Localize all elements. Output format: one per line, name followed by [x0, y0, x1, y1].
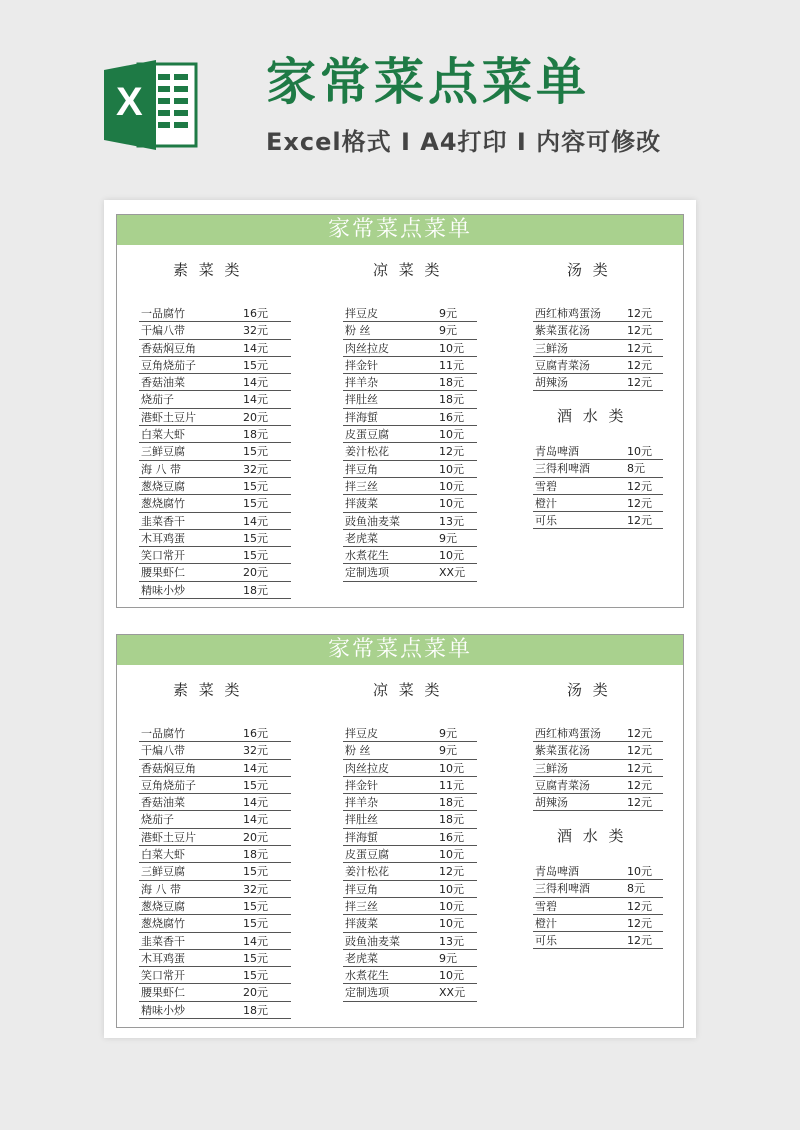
menu-item-name: 紫菜蛋花汤 — [535, 744, 590, 758]
menu-item-row — [139, 547, 291, 564]
item-list-drinks — [533, 863, 663, 949]
menu-item-row — [139, 881, 291, 898]
menu-item-row — [139, 811, 291, 828]
menu-item-price: 18元 — [243, 848, 268, 862]
item-list-cold — [343, 725, 477, 1002]
menu-item-name: 豆角烧茄子 — [141, 778, 196, 792]
menu-item-name: 三鲜豆腐 — [141, 865, 185, 879]
menu-item-row — [343, 478, 477, 495]
menu-item-price: 10元 — [439, 341, 464, 355]
menu-item-row — [343, 984, 477, 1001]
menu-item-row — [343, 915, 477, 932]
menu-item-row — [343, 547, 477, 564]
menu-item-row — [139, 426, 291, 443]
menu-item-name: 豆角烧茄子 — [141, 358, 196, 372]
menu-item-price: 15元 — [243, 549, 268, 563]
menu-item-price: 12元 — [627, 479, 652, 493]
menu-item-price: 12元 — [627, 514, 652, 528]
menu-item-price: 12元 — [439, 865, 464, 879]
menu-item-price: 8元 — [627, 462, 645, 476]
menu-item-row — [343, 426, 477, 443]
menu-item-name: 木耳鸡蛋 — [141, 531, 185, 545]
menu-item-name: 拌金针 — [345, 358, 378, 372]
menu-item-price: 15元 — [243, 497, 268, 511]
menu-item-price: 10元 — [439, 761, 464, 775]
menu-item-price: 10元 — [439, 497, 464, 511]
menu-item-price: XX元 — [439, 566, 466, 580]
menu-item-name: 皮蛋豆腐 — [345, 428, 389, 442]
menu-item-price: 9元 — [439, 727, 457, 740]
menu-item-price: 18元 — [439, 796, 464, 810]
menu-item-row — [343, 811, 477, 828]
menu-item-row — [139, 915, 291, 932]
menu-item-price: 16元 — [439, 410, 464, 424]
item-list-vegetarian — [139, 725, 291, 1019]
menu-item-name: 海 八 带 — [141, 882, 181, 896]
page-subtitle: Excel格式 I A4打印 I 内容可修改 — [266, 128, 662, 156]
menu-item-price: 12元 — [627, 496, 652, 510]
paper-sheet — [104, 200, 696, 1038]
menu-item-row — [533, 495, 663, 512]
menu-item-name: 三得利啤酒 — [535, 882, 590, 896]
menu-item-price: 10元 — [439, 917, 464, 931]
category-title-cold: 凉 菜 类 — [373, 261, 443, 279]
menu-item-row — [139, 1002, 291, 1019]
menu-item-name: 干煸八带 — [141, 324, 185, 338]
menu-item-row — [139, 322, 291, 339]
menu-item-price: 12元 — [627, 899, 652, 913]
menu-item-row — [139, 513, 291, 530]
item-list-cold — [343, 305, 477, 582]
menu-item-price: 15元 — [243, 899, 268, 913]
menu-item-name: 精味小炒 — [141, 1003, 185, 1017]
menu-item-row — [343, 495, 477, 512]
menu-item-name: 香菇焖豆角 — [141, 761, 196, 775]
menu-item-name: 葱烧豆腐 — [141, 479, 185, 493]
menu-item-row — [533, 357, 663, 374]
menu-item-row — [533, 512, 663, 529]
menu-item-price: 20元 — [243, 410, 268, 424]
menu-item-price: 12元 — [627, 778, 652, 792]
menu-item-price: 13元 — [439, 934, 464, 948]
menu-item-price: 20元 — [243, 566, 268, 580]
menu-item-price: 16元 — [243, 307, 268, 320]
menu-item-name: 拌羊杂 — [345, 376, 378, 390]
menu-item-name: 水煮花生 — [345, 549, 389, 563]
menu-item-price: 15元 — [243, 778, 268, 792]
menu-item-price: 10元 — [439, 899, 464, 913]
menu-item-price: 18元 — [439, 813, 464, 827]
item-list-soup — [533, 725, 663, 811]
menu-item-name: 拌菠菜 — [345, 917, 378, 931]
menu-item-name: 三鲜豆腐 — [141, 445, 185, 459]
menu-item-name: 木耳鸡蛋 — [141, 951, 185, 965]
menu-item-row — [139, 967, 291, 984]
menu-item-row — [139, 409, 291, 426]
menu-item-price: 12元 — [627, 934, 652, 948]
menu-item-name: 豆腐青菜汤 — [535, 778, 590, 792]
menu-item-row — [343, 391, 477, 408]
menu-item-name: 皮蛋豆腐 — [345, 848, 389, 862]
menu-item-price: 12元 — [439, 445, 464, 459]
menu-item-name: 胡辣汤 — [535, 796, 568, 810]
menu-item-price: 15元 — [243, 358, 268, 372]
menu-item-name: 拌三丝 — [345, 479, 378, 493]
menu-item-price: 10元 — [439, 969, 464, 983]
menu-item-price: 18元 — [243, 428, 268, 442]
menu-item-name: 葱烧豆腐 — [141, 899, 185, 913]
menu-item-row — [139, 340, 291, 357]
item-list-soup — [533, 305, 663, 391]
menu-item-price: 10元 — [627, 865, 652, 878]
menu-item-row — [533, 742, 663, 759]
menu-item-price: 16元 — [243, 727, 268, 740]
menu-item-price: 14元 — [243, 341, 268, 355]
menu-item-name: 港虾土豆片 — [141, 410, 196, 424]
menu-item-row — [139, 777, 291, 794]
menu-item-price: 13元 — [439, 514, 464, 528]
menu-item-price: 15元 — [243, 969, 268, 983]
menu-item-row — [533, 340, 663, 357]
menu-item-row — [533, 478, 663, 495]
menu-item-name: 韭菜香干 — [141, 934, 185, 948]
menu-item-name: 紫菜蛋花汤 — [535, 324, 590, 338]
menu-item-name: 水煮花生 — [345, 969, 389, 983]
menu-item-name: 西红柿鸡蛋汤 — [535, 307, 601, 320]
menu-item-row — [139, 898, 291, 915]
menu-item-row — [343, 564, 477, 581]
category-title-soup: 汤 类 — [567, 261, 611, 279]
menu-item-name: 三鲜汤 — [535, 761, 568, 775]
menu-item-name: 拌海蜇 — [345, 410, 378, 424]
menu-item-row — [533, 443, 663, 460]
menu-item-name: 豉鱼油麦菜 — [345, 934, 400, 948]
menu-item-row — [533, 460, 663, 477]
menu-item-name: 定制选项 — [345, 986, 389, 1000]
menu-item-price: 10元 — [439, 848, 464, 862]
menu-item-name: 葱烧腐竹 — [141, 917, 185, 931]
menu-item-row — [139, 478, 291, 495]
menu-item-name: 橙汁 — [535, 916, 557, 930]
menu-item-price: 18元 — [243, 583, 268, 597]
menu-item-price: 14元 — [243, 813, 268, 827]
menu-item-row — [139, 564, 291, 581]
menu-item-name: 笑口常开 — [141, 969, 185, 983]
menu-item-name: 拌金针 — [345, 778, 378, 792]
menu-item-price: 20元 — [243, 986, 268, 1000]
menu-item-row — [343, 374, 477, 391]
menu-item-price: 10元 — [627, 445, 652, 458]
menu-item-name: 橙汁 — [535, 496, 557, 510]
menu-item-row — [139, 794, 291, 811]
menu-item-name: 三得利啤酒 — [535, 462, 590, 476]
menu-item-row — [343, 305, 477, 322]
menu-item-row — [343, 863, 477, 880]
menu-item-row — [343, 340, 477, 357]
menu-item-row — [139, 742, 291, 759]
menu-item-name: 拌三丝 — [345, 899, 378, 913]
menu-item-price: 32元 — [243, 744, 268, 758]
menu-item-price: 18元 — [439, 376, 464, 390]
menu-item-name: 烧茄子 — [141, 813, 174, 827]
menu-item-row — [343, 443, 477, 460]
menu-item-name: 葱烧腐竹 — [141, 497, 185, 511]
menu-item-row — [343, 950, 477, 967]
menu-item-price: 10元 — [439, 462, 464, 476]
menu-item-price: 10元 — [439, 428, 464, 442]
menu-item-price: 12元 — [627, 744, 652, 758]
menu-item-row — [139, 443, 291, 460]
menu-item-row — [533, 863, 663, 880]
menu-item-name: 姜汁松花 — [345, 445, 389, 459]
menu-item-row — [533, 880, 663, 897]
excel-logo-icon — [104, 58, 200, 152]
menu-item-price: 10元 — [439, 549, 464, 563]
menu-item-price: 32元 — [243, 462, 268, 476]
menu-item-name: 拌肚丝 — [345, 393, 378, 407]
menu-item-name: 定制选项 — [345, 566, 389, 580]
category-title-drinks: 酒 水 类 — [557, 827, 627, 845]
menu-item-price: 10元 — [439, 882, 464, 896]
menu-item-row — [343, 742, 477, 759]
menu-item-row — [343, 829, 477, 846]
menu-item-name: 韭菜香干 — [141, 514, 185, 528]
menu-item-name: 可乐 — [535, 934, 557, 948]
menu-item-name: 海 八 带 — [141, 462, 181, 476]
menu-item-name: 拌豆皮 — [345, 727, 378, 740]
menu-banner: 家常菜点菜单 — [117, 215, 683, 245]
menu-item-name: 一品腐竹 — [141, 727, 185, 740]
menu-item-name: 老虎菜 — [345, 951, 378, 965]
menu-item-name: 烧茄子 — [141, 393, 174, 407]
menu-item-name: 姜汁松花 — [345, 865, 389, 879]
menu-banner: 家常菜点菜单 — [117, 635, 683, 665]
menu-item-row — [343, 881, 477, 898]
menu-item-name: 豆腐青菜汤 — [535, 358, 590, 372]
menu-item-name: 一品腐竹 — [141, 307, 185, 320]
menu-item-name: 青岛啤酒 — [535, 865, 579, 878]
category-title-soup: 汤 类 — [567, 681, 611, 699]
menu-item-row — [343, 409, 477, 426]
menu-item-price: 12元 — [627, 761, 652, 775]
menu-item-row — [343, 357, 477, 374]
menu-item-name: 粉 丝 — [345, 324, 371, 338]
menu-item-price: 32元 — [243, 324, 268, 338]
menu-item-price: 9元 — [439, 307, 457, 320]
menu-item-name: 豉鱼油麦菜 — [345, 514, 400, 528]
menu-item-row — [139, 374, 291, 391]
menu-item-row — [343, 933, 477, 950]
menu-item-price: 15元 — [243, 865, 268, 879]
menu-item-name: 白菜大虾 — [141, 428, 185, 442]
menu-item-name: 三鲜汤 — [535, 341, 568, 355]
menu-item-price: 11元 — [439, 778, 464, 792]
menu-item-price: 15元 — [243, 951, 268, 965]
menu-item-name: 港虾土豆片 — [141, 830, 196, 844]
menu-item-row — [343, 967, 477, 984]
menu-item-row — [533, 322, 663, 339]
menu-item-row — [139, 495, 291, 512]
menu-item-row — [139, 391, 291, 408]
menu-item-row — [343, 322, 477, 339]
menu-item-name: 拌豆皮 — [345, 307, 378, 320]
menu-item-row — [139, 357, 291, 374]
menu-item-row — [343, 530, 477, 547]
menu-item-row — [533, 898, 663, 915]
menu-item-price: 14元 — [243, 796, 268, 810]
menu-item-row — [139, 863, 291, 880]
menu-item-price: 15元 — [243, 445, 268, 459]
menu-item-price: 9元 — [439, 951, 457, 965]
menu-item-name: 干煸八带 — [141, 744, 185, 758]
menu-item-name: 可乐 — [535, 514, 557, 528]
menu-item-price: 14元 — [243, 376, 268, 390]
menu-item-row — [139, 984, 291, 1001]
menu-item-price: 14元 — [243, 393, 268, 407]
category-title-vegetarian: 素 菜 类 — [173, 261, 243, 279]
menu-item-name: 西红柿鸡蛋汤 — [535, 727, 601, 740]
menu-item-price: 14元 — [243, 514, 268, 528]
menu-item-row — [533, 725, 663, 742]
menu-item-name: 腰果虾仁 — [141, 986, 185, 1000]
menu-item-price: 16元 — [439, 830, 464, 844]
menu-item-row — [139, 461, 291, 478]
menu-item-price: 12元 — [627, 358, 652, 372]
logo-letter: X — [116, 80, 143, 124]
menu-item-name: 老虎菜 — [345, 531, 378, 545]
menu-item-name: 肉丝拉皮 — [345, 761, 389, 775]
menu-item-row — [139, 829, 291, 846]
category-title-cold: 凉 菜 类 — [373, 681, 443, 699]
menu-item-name: 香菇油菜 — [141, 376, 185, 390]
menu-item-price: 18元 — [439, 393, 464, 407]
menu-item-name: 拌肚丝 — [345, 813, 378, 827]
menu-item-name: 肉丝拉皮 — [345, 341, 389, 355]
menu-item-price: 11元 — [439, 358, 464, 372]
item-list-drinks — [533, 443, 663, 529]
menu-item-price: 12元 — [627, 796, 652, 810]
menu-item-row — [343, 725, 477, 742]
menu-item-name: 胡辣汤 — [535, 376, 568, 390]
menu-item-row — [139, 760, 291, 777]
menu-item-name: 拌菠菜 — [345, 497, 378, 511]
menu-item-price: 10元 — [439, 479, 464, 493]
menu-item-row — [343, 760, 477, 777]
item-list-vegetarian — [139, 305, 291, 599]
menu-item-name: 精味小炒 — [141, 583, 185, 597]
menu-card — [116, 634, 684, 1028]
menu-item-row — [533, 794, 663, 811]
menu-item-price: 15元 — [243, 479, 268, 493]
menu-item-row — [343, 898, 477, 915]
menu-item-name: 拌豆角 — [345, 882, 378, 896]
menu-item-name: 粉 丝 — [345, 744, 371, 758]
menu-item-price: 12元 — [627, 307, 652, 320]
menu-item-price: 18元 — [243, 1003, 268, 1017]
menu-item-row — [533, 777, 663, 794]
menu-item-row — [139, 305, 291, 322]
menu-item-price: 32元 — [243, 882, 268, 896]
menu-item-row — [139, 530, 291, 547]
menu-item-name: 雪碧 — [535, 899, 557, 913]
menu-item-row — [533, 932, 663, 949]
menu-item-row — [139, 582, 291, 599]
menu-item-name: 香菇油菜 — [141, 796, 185, 810]
menu-item-row — [139, 933, 291, 950]
menu-item-row — [533, 760, 663, 777]
menu-item-price: 15元 — [243, 917, 268, 931]
menu-item-price: 12元 — [627, 727, 652, 740]
menu-item-row — [139, 950, 291, 967]
menu-item-name: 拌羊杂 — [345, 796, 378, 810]
menu-item-name: 笑口常开 — [141, 549, 185, 563]
menu-item-price: 9元 — [439, 324, 457, 338]
menu-item-name: 雪碧 — [535, 479, 557, 493]
category-title-drinks: 酒 水 类 — [557, 407, 627, 425]
menu-item-name: 白菜大虾 — [141, 848, 185, 862]
menu-item-name: 腰果虾仁 — [141, 566, 185, 580]
menu-item-row — [343, 513, 477, 530]
menu-item-price: 9元 — [439, 531, 457, 545]
menu-item-price: 14元 — [243, 934, 268, 948]
menu-item-row — [533, 305, 663, 322]
menu-item-price: 14元 — [243, 761, 268, 775]
menu-item-name: 拌豆角 — [345, 462, 378, 476]
menu-item-name: 青岛啤酒 — [535, 445, 579, 458]
menu-item-name: 香菇焖豆角 — [141, 341, 196, 355]
menu-item-row — [139, 725, 291, 742]
menu-item-price: 15元 — [243, 531, 268, 545]
menu-card — [116, 214, 684, 608]
menu-item-price: 12元 — [627, 376, 652, 390]
menu-item-row — [343, 846, 477, 863]
menu-item-price: 12元 — [627, 916, 652, 930]
category-title-vegetarian: 素 菜 类 — [173, 681, 243, 699]
menu-item-row — [139, 846, 291, 863]
menu-item-row — [343, 794, 477, 811]
menu-item-row — [343, 461, 477, 478]
menu-item-row — [533, 915, 663, 932]
menu-item-price: 12元 — [627, 341, 652, 355]
menu-item-price: 9元 — [439, 744, 457, 758]
page-title: 家常菜点菜单 — [266, 53, 590, 111]
menu-item-row — [343, 777, 477, 794]
menu-item-name: 拌海蜇 — [345, 830, 378, 844]
menu-item-price: XX元 — [439, 986, 466, 1000]
menu-item-row — [533, 374, 663, 391]
menu-item-price: 8元 — [627, 882, 645, 896]
menu-item-price: 12元 — [627, 324, 652, 338]
menu-item-price: 20元 — [243, 830, 268, 844]
